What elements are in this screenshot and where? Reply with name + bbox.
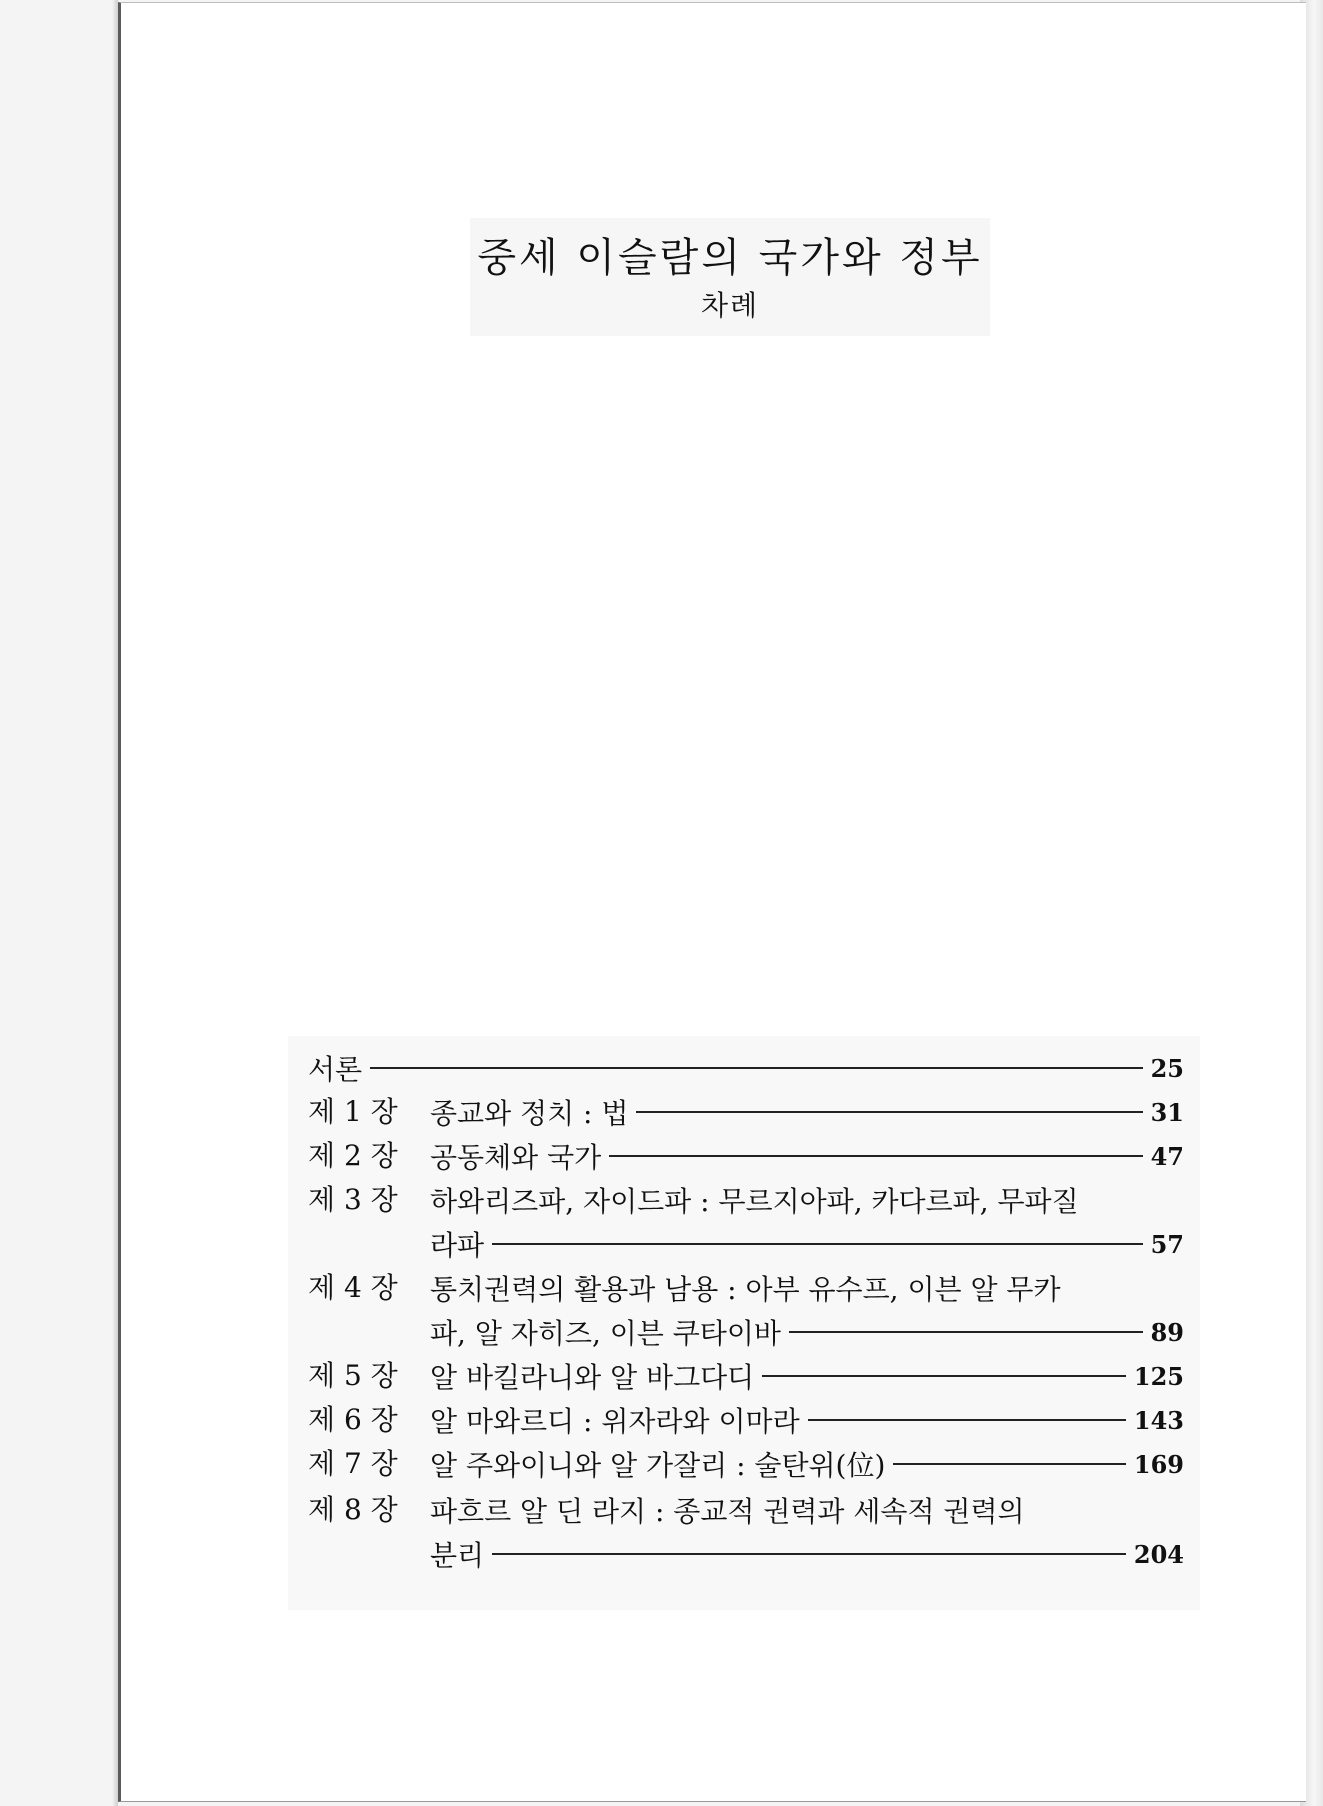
toc-page-number: 204 [1133, 1539, 1184, 1569]
toc-page-number: 125 [1133, 1361, 1184, 1391]
toc-entry-chapter-4-continued[interactable] [288, 1312, 1200, 1352]
toc-entry-title-continued: 파, 알 자히즈, 이븐 쿠타이바 [430, 1317, 781, 1350]
toc-entry-chapter-7[interactable] [288, 1444, 1200, 1484]
toc-entry-chapter-1[interactable] [288, 1092, 1200, 1132]
chapter-number: 제 6 장 [308, 1403, 398, 1436]
toc-entry-chapter-2[interactable] [288, 1136, 1200, 1176]
dot-leader [609, 1155, 1142, 1157]
toc-entry-title: 종교와 정치 : 법 [430, 1097, 629, 1130]
chapter-number: 제 8 장 [308, 1493, 398, 1526]
title-block [470, 218, 990, 336]
chapter-number: 제 7 장 [308, 1447, 398, 1480]
toc-entry-intro[interactable] [288, 1048, 1200, 1088]
toc-heading: 차례 [700, 289, 760, 322]
toc-page-number: 57 [1150, 1229, 1184, 1259]
toc-entry-chapter-5[interactable] [288, 1356, 1200, 1396]
toc-entry-title: 통치권력의 활용과 남용 : 아부 유수프, 이븐 알 무카 [430, 1273, 1061, 1306]
toc-page-number: 31 [1150, 1097, 1184, 1127]
toc-entry-title: 공동체와 국가 [430, 1141, 602, 1174]
chapter-number: 제 1 장 [308, 1095, 398, 1128]
toc-entry-title: 알 마와르디 : 위자라와 이마라 [430, 1405, 800, 1438]
dot-leader [492, 1553, 1126, 1555]
toc-entry-chapter-8[interactable] [288, 1490, 1200, 1530]
toc-entry-chapter-8-continued[interactable] [288, 1534, 1200, 1574]
toc-entry-title-continued: 라파 [430, 1229, 485, 1262]
toc-entry-chapter-6[interactable] [288, 1400, 1200, 1440]
toc-entry-title: 서론 [308, 1053, 363, 1086]
toc-entry-title: 파흐르 알 딘 라지 : 종교적 권력과 세속적 권력의 [430, 1495, 1025, 1528]
toc-entry-title: 알 주와이니와 알 가잘리 : 술탄위(位) [430, 1449, 886, 1482]
dot-leader [789, 1331, 1143, 1333]
dot-leader [808, 1419, 1126, 1421]
toc-entry-title: 알 바킬라니와 알 바그다디 [430, 1361, 755, 1394]
toc-entry-chapter-3-continued[interactable] [288, 1224, 1200, 1264]
dot-leader [370, 1067, 1142, 1069]
table-of-contents [288, 1036, 1200, 1610]
book-title: 중세 이슬람의 국가와 정부 [477, 235, 983, 281]
dot-leader [762, 1375, 1126, 1377]
toc-entry-title-continued: 분리 [430, 1539, 485, 1572]
toc-entry-title: 하와리즈파, 자이드파 : 무르지아파, 카다르파, 무파질 [430, 1185, 1079, 1218]
toc-entry-chapter-3[interactable] [288, 1180, 1200, 1220]
toc-page-number: 89 [1150, 1317, 1184, 1347]
toc-entry-chapter-4[interactable] [288, 1268, 1200, 1308]
dot-leader [636, 1111, 1142, 1113]
chapter-number: 제 4 장 [308, 1271, 398, 1304]
toc-page-number: 169 [1133, 1449, 1184, 1479]
toc-page-number: 143 [1133, 1405, 1184, 1435]
chapter-number: 제 2 장 [308, 1139, 398, 1172]
dot-leader [492, 1243, 1142, 1245]
chapter-number: 제 3 장 [308, 1183, 398, 1216]
toc-page-number: 47 [1150, 1141, 1184, 1171]
dot-leader [893, 1463, 1125, 1465]
toc-page-number: 25 [1150, 1053, 1184, 1083]
chapter-number: 제 5 장 [308, 1359, 398, 1392]
